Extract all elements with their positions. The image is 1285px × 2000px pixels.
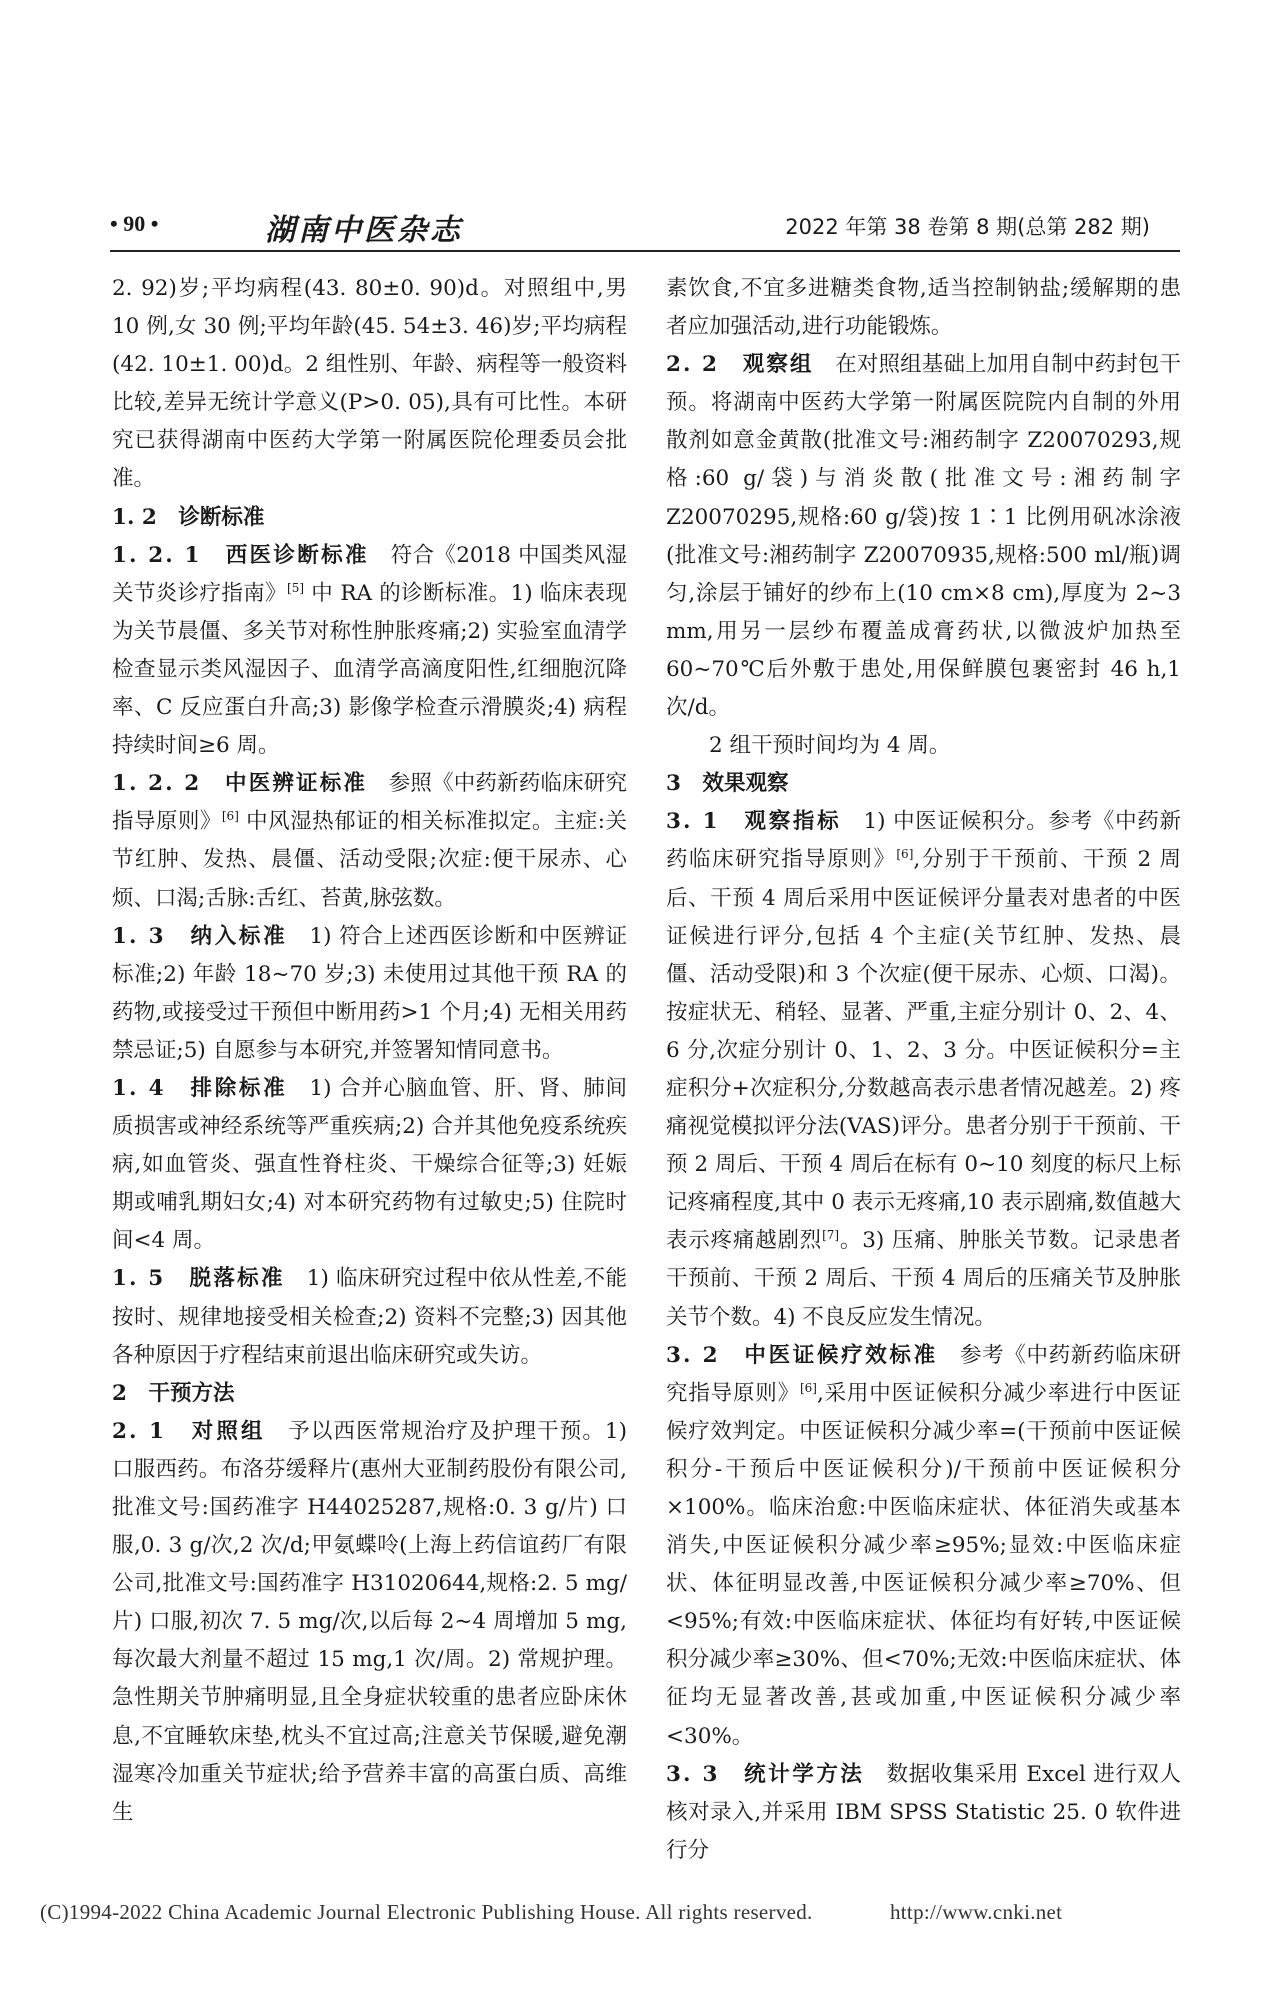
paragraph: [112, 537, 627, 766]
paragraph: [112, 1070, 627, 1260]
paragraph-text: 1) 临床研究过程中依从性差,不能按时、规律地接受相关检查;2) 资料不完整;3) 因其他各种原因于疗程结束前退出临床研究或失访。: [112, 1266, 628, 1368]
paragraph-text: 2. 92)岁;平均病程(43. 80±0. 90)d。对照组中,男 10 例,女 30 例;平均年龄(45. 54±3. 46)岁;平均病程(42. 10±1. 00)d。2 组性别、年龄、病程等一般资料比较,差异无统计学意义(P>0. 05),具有可比性。本研究已获得湖南中医药大学第一附属医院伦理委员会批准。: [112, 276, 627, 492]
paragraph: [666, 270, 1181, 346]
paragraph-text: 中 RA 的诊断标准。1) 临床表现为关节晨僵、多关节对称性肿胀疼痛;2) 实验室血清学检查显示类风湿因子、血清学高滴度阳性,红细胞沉降率、C 反应蛋白升高;3) 影像学检查示滑膜炎;4) 病程持续时间≥6 周。: [112, 580, 627, 759]
subsection-label: 1. 4 排除标准: [112, 1075, 288, 1101]
paragraph-text: 符合《2018 中国类风湿关节炎诊疗指南》: [112, 542, 627, 606]
citation-ref: [6]: [896, 847, 914, 862]
paragraph: [112, 918, 627, 1070]
subsection-label: 1. 5 脱落标准: [112, 1266, 285, 1292]
journal-title: 湖南中医杂志: [265, 213, 463, 248]
paragraph: [112, 270, 627, 499]
paragraph-text: 参考《中药新药临床研究指导原则》: [666, 1342, 1181, 1406]
paragraph-text: 2 组干预时间均为 4 周。: [709, 733, 951, 759]
subsection-label: 3. 3 统计学方法: [666, 1761, 865, 1787]
running-header: [110, 205, 1180, 249]
paragraph: [666, 727, 1181, 765]
paragraph-text: 1) 合并心脑血管、肝、肾、肺间质损害或神经系统等严重疾病;2) 合并其他免疫系统疾病,如血管炎、强直性脊柱炎、干燥综合征等;3) 妊娠期或哺乳期妇女;4) 对本研究药物有过敏史;5) 住院时间<4 周。: [112, 1075, 628, 1254]
paragraph: [666, 1756, 1181, 1870]
page-number: • 90 •: [110, 211, 159, 236]
left-column: [112, 270, 627, 1832]
section-heading: 1. 2 诊断标准: [112, 504, 265, 530]
paragraph-text: ,分别于干预前、干预 2 周后、干预 4 周后采用中医证候评分量表对患者的中医证候进行评分,包括 4 个主症(关节红肿、发热、晨僵、活动受限)和 3 个次症(便干尿赤、心烦、口渴)。按症状无、稍轻、显著、严重,主症分别计 0、2、4、6 分,次症分别计 0、1、2、3 分。中医证候积分=主症积分+次症积分,分数越高表示患者情况越差。2) 疼痛视觉模拟评分法(VAS)评分。患者分别于干预前、干预 2 周后、干预 4 周后在标有 0~10 刻度的标尺上标记疼痛程度,其中 0 表示无疼痛,10 表示剧痛,数值越大表示疼痛越剧烈: [666, 847, 1181, 1254]
subsection-label: 1. 2. 2 中医辨证标准: [112, 771, 368, 797]
paragraph-text: 予以西医常规治疗及护理干预。1) 口服西药。布洛芬缓释片(惠州大亚制药股份有限公司,批准文号:国药准字 H44025287,规格:0. 3 g/片) 口服,0. 3 g/次,2 次/d;甲氨蝶呤(上海上药信谊药厂有限公司,批准文号:国药准字 H31020644,规格:2. 5 mg/片) 口服,初次 7. 5 mg/次,以后每 2~4 周增加 5 mg,每次最大剂量不超过 15 mg,1 次/周。2) 常规护理。急性期关节肿痛明显,且全身症状较重的患者应卧床休息,不宜睡软床垫,枕头不宜过高;注意关节保暖,避免潮湿寒冷加重关节症状;给予营养丰富的高蛋白质、高维生: [112, 1418, 628, 1825]
paragraph: [112, 1413, 627, 1832]
paragraph-text: ,采用中医证候积分减少率进行中医证候疗效判定。中医证候积分减少率=(干预前中医证候积分-干预后中医证候积分)/干预前中医证候积分×100%。临床治愈:中医临床症状、体征消失或基本消失,中医证候积分减少率≥95%;显效:中医临床症状、体征明显改善,中医证候积分减少率≥70%、但<95%;有效:中医临床症状、体征均有好转,中医证候积分减少率≥30%、但<70%;无效:中医临床症状、体征均无显著改善,甚或加重,中医证候积分减少率<30%。: [666, 1380, 1181, 1749]
paragraph: [666, 803, 1181, 1336]
section-heading: 2 干预方法: [112, 1380, 235, 1406]
citation-ref: [5]: [287, 580, 305, 595]
citation-ref: [7]: [822, 1228, 840, 1243]
paragraph-text: 素饮食,不宜多进糖类食物,适当控制钠盐;缓解期的患者应加强活动,进行功能锻炼。: [666, 276, 1181, 340]
paragraph-text: 参照《中药新药临床研究指导原则》: [112, 771, 627, 835]
subsection-label: 2. 2 观察组: [666, 352, 814, 378]
citation-ref: [6]: [221, 809, 239, 824]
issue-info: 2022 年第 38 卷第 8 期(总第 282 期): [785, 215, 1150, 239]
paragraph-text: 数据收集采用 Excel 进行双人核对录入,并采用 IBM SPSS Statistic 25. 0 软件进行分: [666, 1761, 1181, 1863]
paragraph: [666, 1337, 1181, 1756]
subsection-label: 1. 3 纳入标准: [112, 923, 288, 949]
subsection-label: 3. 2 中医证候疗效标准: [666, 1342, 938, 1368]
subsection-label: 1. 2. 1 西医诊断标准: [112, 542, 369, 568]
subsection-label: 3. 1 观察指标: [666, 809, 842, 835]
paragraph-text: 中风湿热郁证的相关标准拟定。主症:关节红肿、发热、晨僵、活动受限;次症:便干尿赤、心烦、口渴;舌脉:舌红、苔黄,脉弦数。: [112, 809, 627, 911]
paragraph-text: 在对照组基础上加用自制中药封包干预。将湖南中医药大学第一附属医院院内自制的外用散剂如意金黄散(批准文号:湘药制字 Z20070293,规格:60 g/袋)与消炎散(批准文号:湘药制字 Z20070295,规格:60 g/袋)按 1∶1 比例用矾冰涂液(批准文号:湘药制字 Z20070935,规格:500 ml/瓶)调匀,涂层于铺好的纱布上(10 cm×8 cm),厚度为 2~3 mm,用另一层纱布覆盖成膏药状,以微波炉加热至 60~70℃后外敷于患处,用保鲜膜包裹密封 46 h,1 次/d。: [666, 352, 1181, 721]
header-rule: [110, 250, 1180, 252]
footer: [40, 1900, 1240, 1925]
paragraph: [666, 346, 1181, 727]
paragraph: [112, 1260, 627, 1374]
section-heading: 3 效果观察: [666, 771, 789, 797]
paragraph: [112, 765, 627, 917]
copyright-notice: (C)1994-2022 China Academic Journal Electronic Publishing House. All rights reserved.: [40, 1900, 813, 1924]
citation-ref: [6]: [799, 1380, 817, 1395]
subsection-label: 2. 1 对照组: [112, 1418, 266, 1444]
paragraph-text: 1) 中医证候积分。参考《中药新药临床研究指导原则》: [666, 809, 1182, 873]
footer-url: http://www.cnki.net: [890, 1900, 1063, 1924]
right-column: [666, 270, 1181, 1870]
paragraph-text: 。3) 压痛、肿胀关节数。记录患者干预前、干预 2 周后、干预 4 周后的压痛关节及肿胀关节个数。4) 不良反应发生情况。: [666, 1228, 1181, 1330]
paragraph-text: 1) 符合上述西医诊断和中医辨证标准;2) 年龄 18~70 岁;3) 未使用过其他干预 RA 的药物,或接受过干预但中断用药>1 个月;4) 无相关用药禁忌证;5) 自愿参与本研究,并签署知情同意书。: [112, 923, 628, 1063]
